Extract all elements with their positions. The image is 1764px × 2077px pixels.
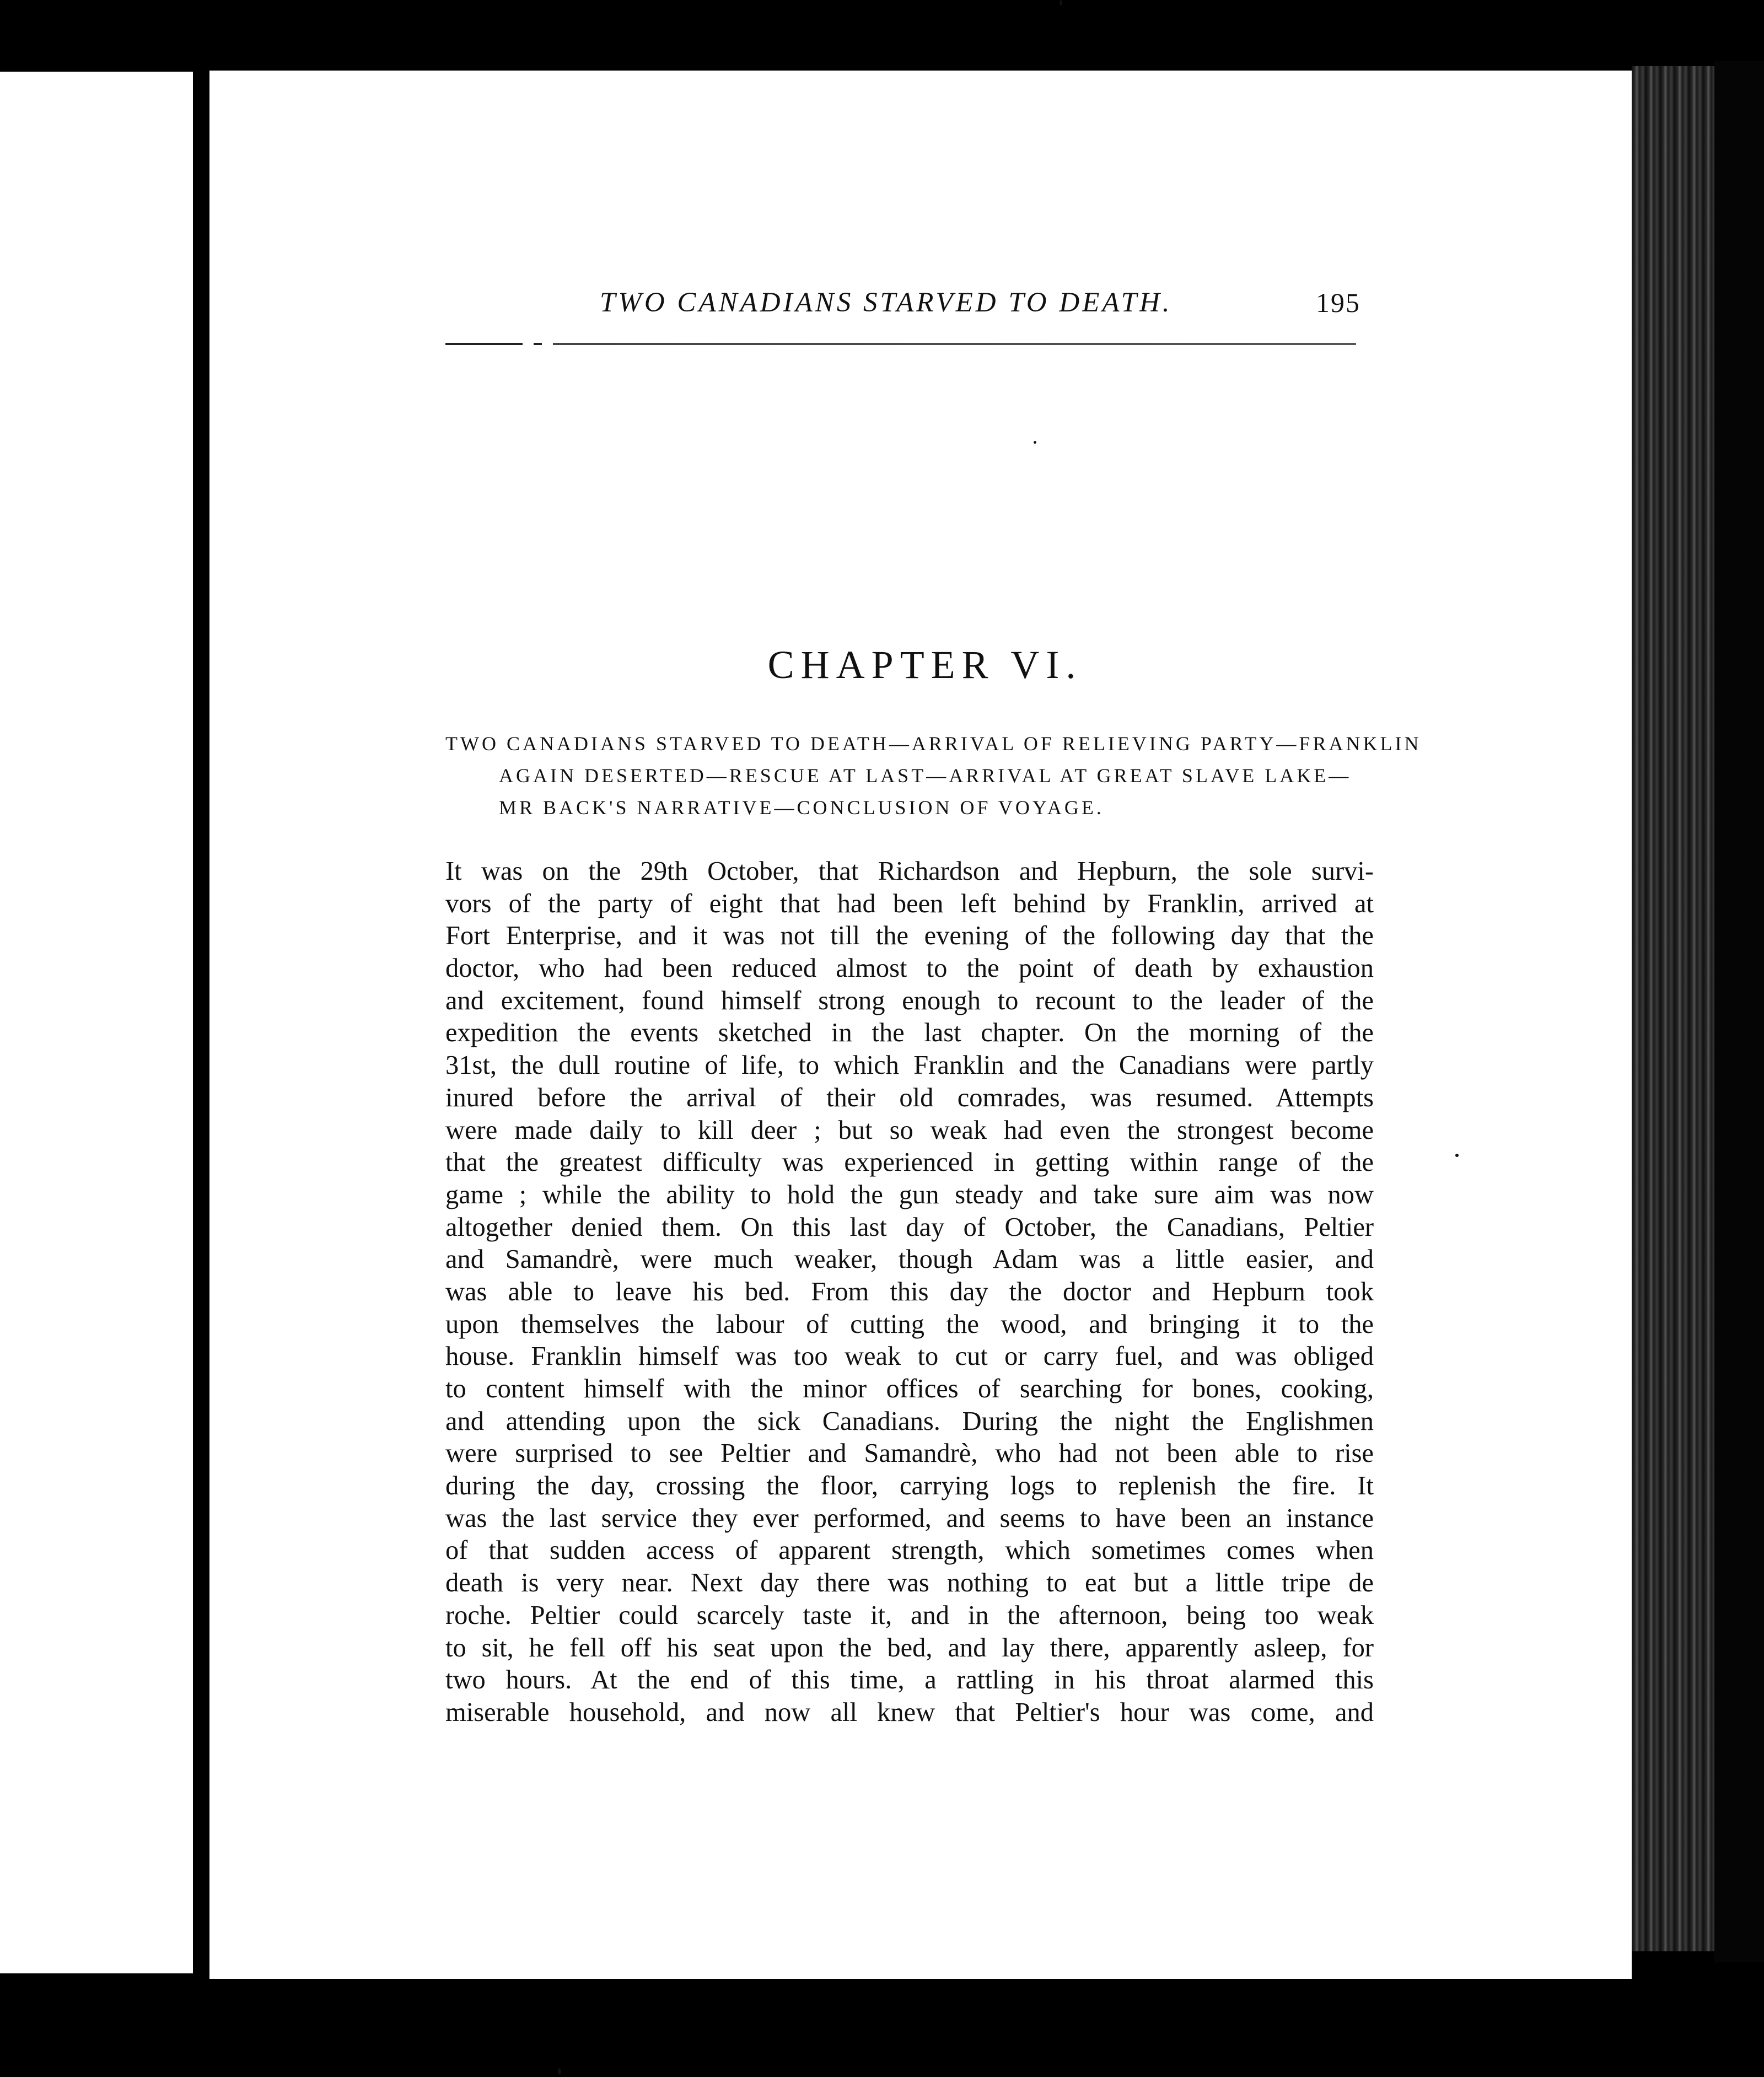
body-line: during the day, crossing the floor, carrying logs to replenish the fire. It [445, 1471, 1374, 1501]
body-line: to content himself with the minor offices of searching for bones, cooking, [445, 1374, 1374, 1403]
running-head-title: TWO CANADIANS STARVED TO DEATH. [600, 287, 1173, 318]
body-line: two hours. At the end of this time, a rattling in his throat alarmed this [445, 1665, 1374, 1695]
scan-speck [1034, 441, 1036, 444]
body-line: inured before the arrival of their old comrades, was resumed. Attempts [445, 1083, 1374, 1112]
scan-speck [1455, 1154, 1459, 1157]
chapter-summary-line: TWO CANADIANS STARVED TO DEATH—ARRIVAL OF RELIEVING PARTY—FRANKLIN [445, 733, 1422, 755]
body-line: of that sudden access of apparent strength, which sometimes comes when [445, 1536, 1374, 1565]
body-line: It was on the 29th October, that Richardson and Hepburn, the sole survi- [445, 857, 1374, 886]
scan-margin-right [1714, 61, 1764, 1962]
header-rule [445, 343, 1356, 345]
chapter-title: CHAPTER VI. [767, 643, 1083, 687]
body-text [445, 855, 1377, 1729]
body-line: Fort Enterprise, and it was not till the evening of the following day that the [445, 921, 1374, 951]
body-line: was able to leave his bed. From this day the doctor and Hepburn took [445, 1277, 1374, 1306]
body-line: and excitement, found himself strong enough to recount to the leader of the [445, 986, 1374, 1015]
book-page-edges [1632, 66, 1714, 1951]
body-line: death is very near. Next day there was nothing to eat but a little tripe de [445, 1568, 1374, 1598]
facing-page-edge [0, 72, 193, 1973]
body-line: house. Franklin himself was too weak to cut or carry fuel, and was obliged [445, 1342, 1374, 1371]
body-line: doctor, who had been reduced almost to the point of death by exhaustion [445, 954, 1374, 983]
body-line: altogether denied them. On this last day of October, the Canadians, Peltier [445, 1212, 1374, 1242]
body-line: were made daily to kill deer ; but so weak had even the strongest become [445, 1115, 1374, 1145]
chapter-summary-line: MR BACK'S NARRATIVE—CONCLUSION OF VOYAGE. [499, 797, 1104, 819]
scan-speck [1060, 0, 1062, 6]
body-line: and attending upon the sick Canadians. During the night the Englishmen [445, 1406, 1374, 1436]
body-line: expedition the events sketched in the last chapter. On the morning of the [445, 1018, 1374, 1048]
body-line: game ; while the ability to hold the gun steady and take sure aim was now [445, 1180, 1374, 1209]
body-line: to sit, he fell off his seat upon the bed, and lay there, apparently asleep, for [445, 1633, 1374, 1662]
running-head [445, 287, 1360, 331]
chapter-summary [445, 732, 1422, 828]
body-line: vors of the party of eight that had been left behind by Franklin, arrived at [445, 889, 1374, 918]
page-number: 195 [1316, 287, 1360, 318]
scan-speck [558, 2068, 561, 2075]
body-line: upon themselves the labour of cutting the wood, and bringing it to the [445, 1309, 1374, 1339]
body-line: 31st, the dull routine of life, to which Franklin and the Canadians were partly [445, 1051, 1374, 1080]
body-line: were surprised to see Peltier and Samandrè, who had not been able to rise [445, 1439, 1374, 1468]
body-line: and Samandrè, were much weaker, though Adam was a little easier, and [445, 1245, 1374, 1274]
body-line: miserable household, and now all knew that Peltier's hour was come, and [445, 1697, 1374, 1727]
body-line: that the greatest difficulty was experienced in getting within range of the [445, 1148, 1374, 1177]
chapter-summary-line: AGAIN DESERTED—RESCUE AT LAST—ARRIVAL AT GREAT SLAVE LAKE— [499, 765, 1352, 787]
body-line: roche. Peltier could scarcely taste it, and in the afternoon, being too weak [445, 1600, 1374, 1630]
body-line: was the last service they ever performed, and seems to have been an instance [445, 1503, 1374, 1533]
